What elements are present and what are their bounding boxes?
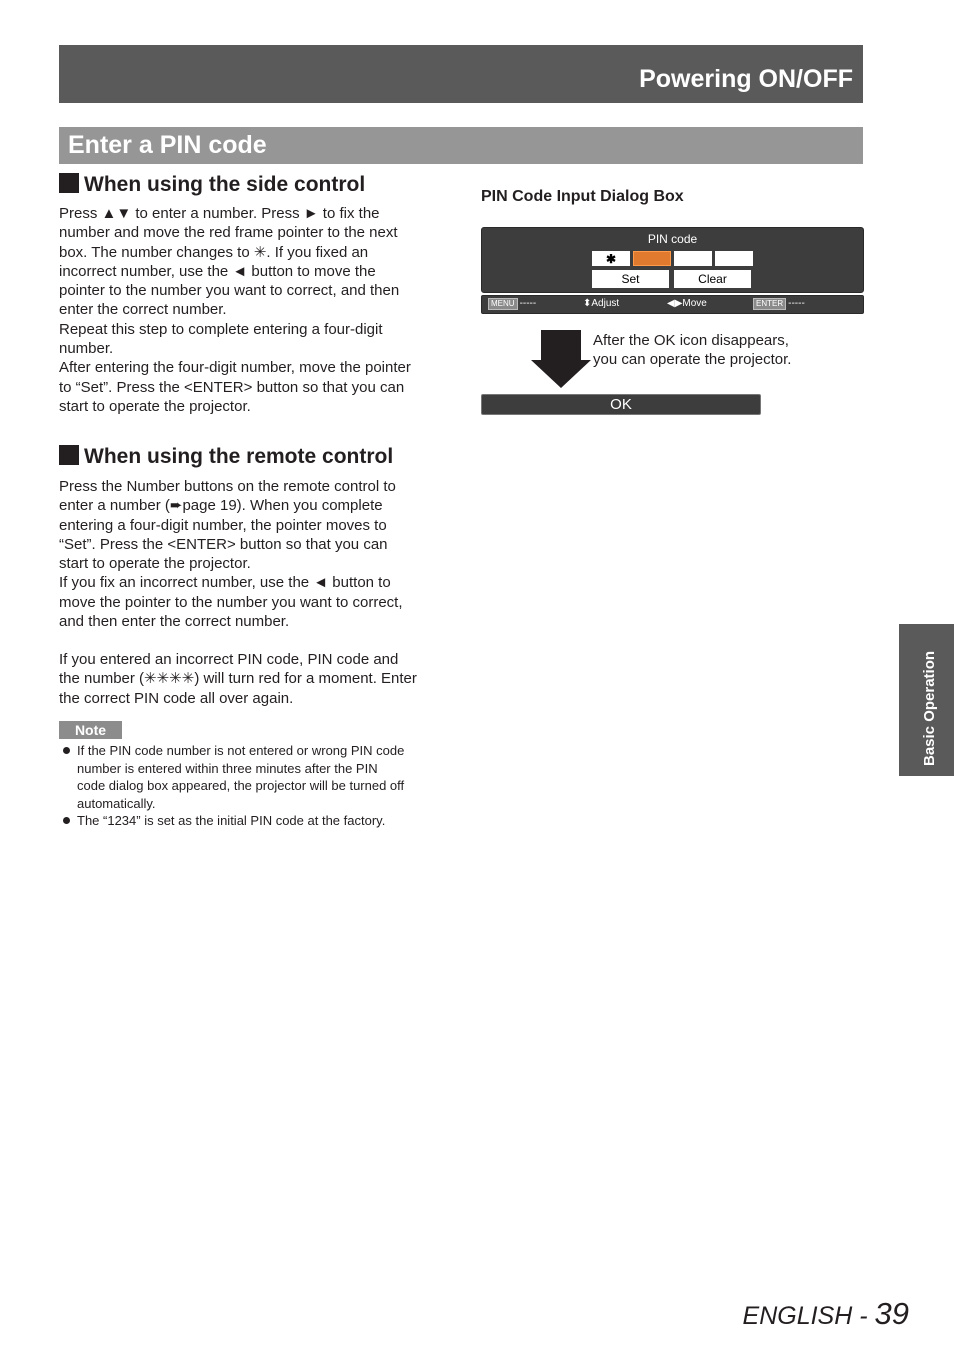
text-line: If you entered an incorrect PIN code, PIN code and bbox=[59, 651, 399, 668]
text-line: the correct PIN code all over again. bbox=[59, 689, 294, 707]
remote-control-text bbox=[59, 477, 449, 631]
status-adjust bbox=[583, 298, 619, 309]
section-title: Enter a PIN code bbox=[68, 131, 267, 159]
pin-digit-3[interactable] bbox=[674, 251, 712, 266]
note-list bbox=[59, 742, 459, 830]
pin-code-dialog bbox=[481, 227, 864, 293]
chapter-header bbox=[59, 45, 863, 103]
ok-indicator: OK bbox=[481, 394, 761, 415]
pin-digit-2[interactable] bbox=[633, 251, 671, 266]
text-line: box. The number changes to ✳. If you fixed an bbox=[59, 243, 369, 261]
note-item bbox=[59, 742, 459, 812]
clear-button[interactable]: Clear bbox=[674, 270, 751, 288]
status-menu bbox=[488, 298, 536, 310]
text-line: If the PIN code number is not entered or wrong PIN code bbox=[77, 743, 405, 758]
side-tab-label: Basic Operation bbox=[921, 650, 938, 766]
status-move bbox=[667, 298, 707, 309]
down-arrow-icon bbox=[531, 330, 591, 388]
note-label: Note bbox=[59, 721, 122, 739]
status-enter bbox=[753, 298, 805, 310]
text-line: number and move the red frame pointer to the next bbox=[59, 224, 398, 242]
text-line: code dialog box appeared, the projector will be turned off bbox=[77, 778, 405, 794]
pin-digit-4[interactable] bbox=[715, 251, 753, 266]
status-move-text: Move bbox=[682, 298, 707, 309]
heading-square-icon bbox=[59, 173, 79, 193]
text-line: enter a number (➨page 19). When you complete bbox=[59, 497, 383, 515]
text-line: automatically. bbox=[77, 795, 156, 811]
status-enter-text: ----- bbox=[788, 298, 805, 309]
side-control-heading bbox=[59, 173, 365, 197]
dialog-title: PIN code bbox=[647, 232, 698, 246]
dialog-status-bar bbox=[481, 295, 864, 314]
text-line: If you fix an incorrect number, use the ◄ button to bbox=[59, 574, 391, 592]
section-header bbox=[59, 127, 863, 164]
text-line: number. bbox=[59, 340, 114, 358]
set-button[interactable]: Set bbox=[592, 270, 669, 288]
text-line: enter the correct number. bbox=[59, 301, 227, 319]
side-control-text bbox=[59, 204, 449, 416]
text-line: pointer to the number you want to correct, and then bbox=[59, 282, 400, 300]
footer-language: ENGLISH - bbox=[742, 1302, 875, 1330]
text-line: the number (✳✳✳✳) will turn red for a moment. Enter bbox=[59, 670, 417, 688]
dialog-caption: PIN Code Input Dialog Box bbox=[481, 188, 684, 205]
status-menu-text: ----- bbox=[519, 298, 537, 309]
text-line: After entering the four-digit number, move the pointer bbox=[59, 359, 411, 377]
text-line: Press ▲▼ to enter a number. Press ► to fix the bbox=[59, 205, 380, 222]
remote-control-heading-text: When using the remote control bbox=[84, 445, 394, 468]
text-line: move the pointer to the number you want to correct, bbox=[59, 593, 403, 611]
bullet-icon bbox=[63, 747, 70, 754]
text-line: Press the Number buttons on the remote control to bbox=[59, 478, 396, 495]
left-right-arrows-icon: ◀▶ bbox=[667, 298, 683, 309]
chapter-title: Powering ON/OFF bbox=[639, 65, 853, 93]
pin-digit-1[interactable]: ✱ bbox=[592, 251, 630, 266]
text-line: to “Set”. Press the <ENTER> button so that you can bbox=[59, 378, 405, 396]
bullet-icon bbox=[63, 817, 70, 824]
text-line: The “1234” is set as the initial PIN code at the factory. bbox=[77, 813, 386, 829]
text-line: incorrect number, use the ◄ button to move the bbox=[59, 262, 376, 280]
incorrect-pin-text bbox=[59, 650, 449, 708]
text-line: start to operate the projector. bbox=[59, 555, 251, 573]
page-number: 39 bbox=[874, 1296, 909, 1331]
page-footer bbox=[743, 1296, 909, 1332]
side-control-heading-text: When using the side control bbox=[84, 173, 366, 196]
text-line: Repeat this step to complete entering a four-digit bbox=[59, 320, 383, 338]
after-ok-text bbox=[593, 331, 791, 370]
menu-key-icon: MENU bbox=[488, 298, 518, 310]
text-line: start to operate the projector. bbox=[59, 397, 251, 415]
note-item bbox=[59, 812, 459, 830]
enter-key-icon: ENTER bbox=[753, 298, 786, 310]
heading-square-icon bbox=[59, 445, 79, 465]
chapter-side-tab[interactable] bbox=[899, 624, 954, 776]
text-line: you can operate the projector. bbox=[593, 351, 792, 369]
remote-control-heading bbox=[59, 445, 393, 469]
text-line: entering a four-digit number, the pointer moves to bbox=[59, 516, 387, 534]
text-line: number is entered within three minutes after the PIN bbox=[77, 760, 378, 776]
text-line: “Set”. Press the <ENTER> button so that you can bbox=[59, 535, 388, 553]
text-line: and then enter the correct number. bbox=[59, 613, 290, 631]
text-line: After the OK icon disappears, bbox=[593, 332, 789, 349]
status-adjust-text: Adjust bbox=[591, 298, 620, 309]
up-down-arrows-icon: ⬍ bbox=[583, 298, 592, 309]
